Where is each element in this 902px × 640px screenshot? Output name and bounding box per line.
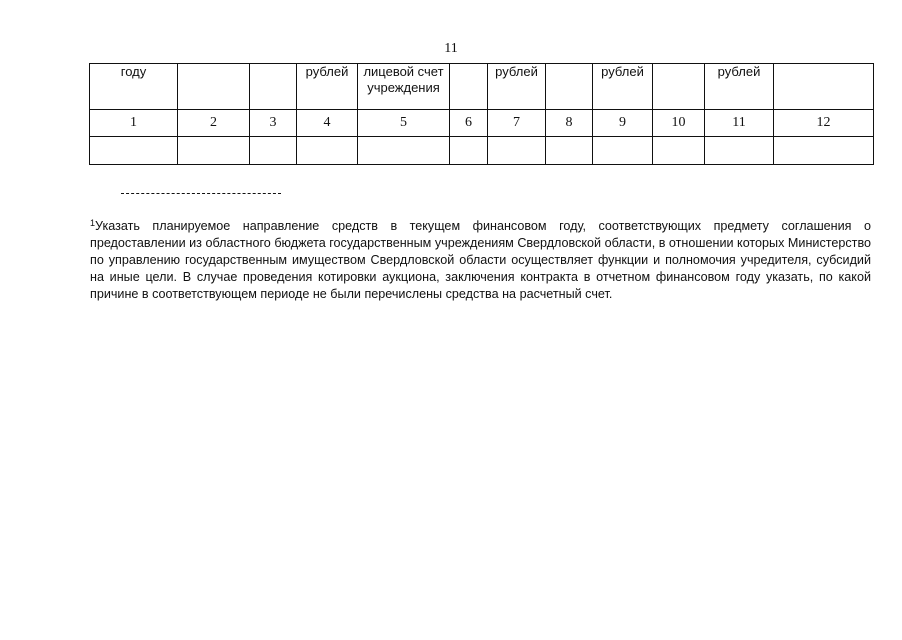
empty-cell bbox=[653, 137, 705, 165]
header-cell-10 bbox=[653, 64, 705, 110]
column-number: 2 bbox=[178, 110, 250, 137]
header-cell-5: лицевой счет учреждения bbox=[358, 64, 450, 110]
empty-cell bbox=[90, 137, 178, 165]
column-number: 9 bbox=[593, 110, 653, 137]
header-cell-6 bbox=[450, 64, 488, 110]
column-number: 3 bbox=[250, 110, 297, 137]
empty-cell bbox=[450, 137, 488, 165]
empty-cell bbox=[297, 137, 358, 165]
footnote-marker: 1 bbox=[90, 218, 96, 228]
empty-cell bbox=[250, 137, 297, 165]
empty-cell bbox=[358, 137, 450, 165]
column-number: 1 bbox=[90, 110, 178, 137]
empty-data-row bbox=[90, 137, 874, 165]
column-number: 4 bbox=[297, 110, 358, 137]
footnote-text: Указать планируемое направление средств в текущем финансовом году, соответствующих предмету соглашения о предоставлении из областного бюджета государственным учреждениям Свердловской области, в отношении которых Министерство по управлению государственным имуществом Свердловской области осуществляет функции и полномочия учредителя, субсидий на иные цели. В случае проведения котировки аукциона, заключения контракта в отчетном финансовом году указать, по какой причине в соответствующем периоде не были перечислены средства на расчетный счет. bbox=[90, 219, 871, 301]
footnote-separator bbox=[121, 193, 281, 194]
column-number-row bbox=[90, 110, 874, 137]
column-number: 6 bbox=[450, 110, 488, 137]
empty-cell bbox=[774, 137, 874, 165]
empty-cell bbox=[593, 137, 653, 165]
header-cell-8 bbox=[546, 64, 593, 110]
column-number: 11 bbox=[705, 110, 774, 137]
form-table bbox=[89, 63, 874, 165]
header-cell-11: рублей bbox=[705, 64, 774, 110]
header-cell-4: рублей bbox=[297, 64, 358, 110]
header-cell-7: рублей bbox=[488, 64, 546, 110]
empty-cell bbox=[178, 137, 250, 165]
table-header-row bbox=[90, 64, 874, 110]
empty-cell bbox=[705, 137, 774, 165]
column-number: 8 bbox=[546, 110, 593, 137]
empty-cell bbox=[546, 137, 593, 165]
header-cell-2 bbox=[178, 64, 250, 110]
header-cell-3 bbox=[250, 64, 297, 110]
page-number: 11 bbox=[444, 41, 458, 56]
column-number: 5 bbox=[358, 110, 450, 137]
header-cell-1: году bbox=[90, 64, 178, 110]
header-cell-12 bbox=[774, 64, 874, 110]
column-number: 7 bbox=[488, 110, 546, 137]
column-number: 12 bbox=[774, 110, 874, 137]
header-cell-9: рублей bbox=[593, 64, 653, 110]
footnote bbox=[90, 218, 871, 303]
empty-cell bbox=[488, 137, 546, 165]
column-number: 10 bbox=[653, 110, 705, 137]
